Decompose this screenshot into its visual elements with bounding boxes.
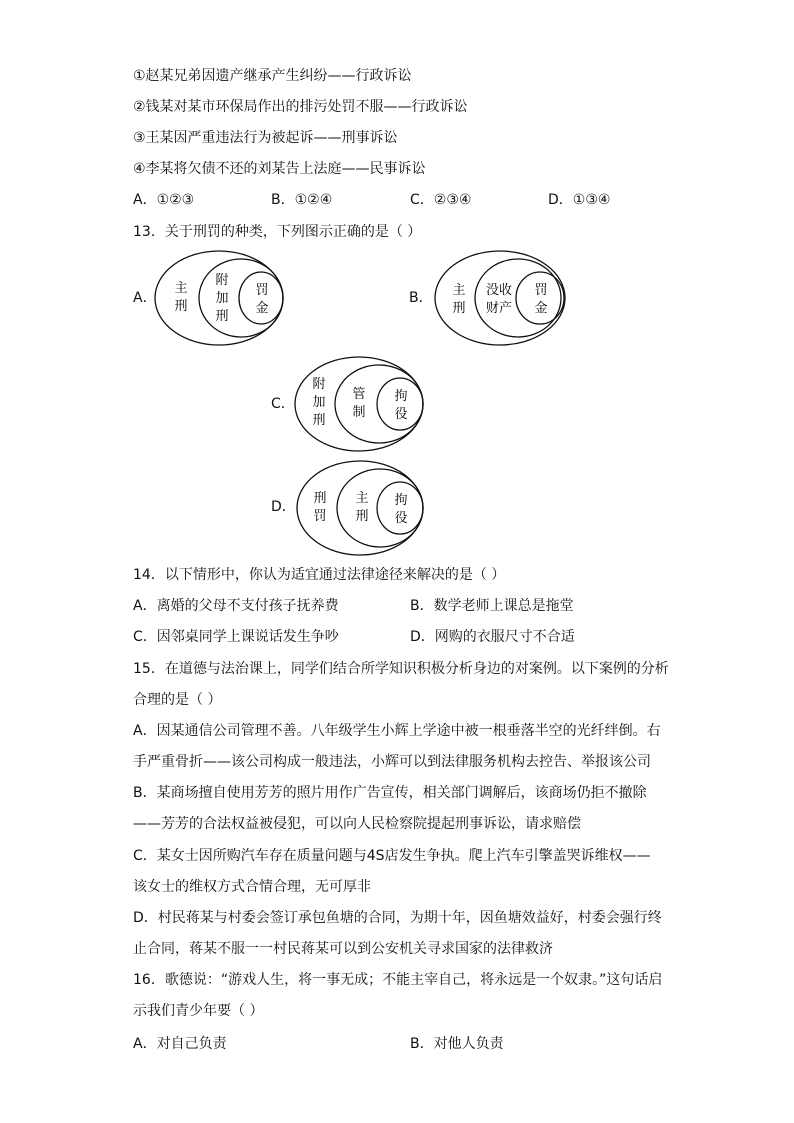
q15-option-a-line-2[interactable]: 手严重骨折——该公司构成一般违法，小辉可以到法律服务机构去控告、举报该公司 — [133, 754, 651, 770]
q15-option-b-line-2[interactable]: ——芳芳的合法权益被侵犯，可以向人民检察院提起刑事诉讼，请求赔偿 — [133, 816, 581, 832]
inner-char-1: 罚 — [534, 283, 548, 298]
middle-text-2: 财产 — [485, 301, 513, 316]
q12-item-3: ③王某因严重违法行为被起诉——刑事诉讼 — [133, 130, 398, 146]
outer-char-3: 刑 — [312, 413, 326, 428]
q13-diagram-d[interactable] — [294, 458, 426, 558]
q15-option-d-line-2[interactable]: 止合同，蒋某不服一一村民蒋某可以到公安机关寻求国家的法律救济 — [133, 941, 553, 957]
q14-option-b[interactable]: B．数学老师上课总是拖堂 — [410, 598, 574, 614]
q16-option-a[interactable]: A．对自己负责 — [133, 1036, 227, 1052]
inner-char-1: 罚 — [255, 283, 269, 298]
q14-stem: 14．以下情形中，你认为适宜通过法律途径来解决的是（ ） — [133, 567, 506, 583]
outer-char-2: 加 — [312, 395, 326, 410]
outer-circle — [435, 251, 565, 345]
q12-item-1: ①赵某兄弟因遗产继承产生纠纷——行政诉讼 — [133, 68, 412, 84]
inner-circle — [377, 378, 423, 430]
outer-char-1: 主 — [174, 281, 188, 296]
q13-option-c-label[interactable]: C． — [271, 396, 295, 412]
q12-item-2: ②钱某对某市环保局作出的排污处罚不服——行政诉讼 — [133, 99, 468, 115]
middle-char-2: 加 — [215, 291, 229, 306]
q16-stem-line-2: 示我们青少年要（ ） — [133, 1003, 264, 1019]
q13-diagram-c[interactable] — [292, 354, 426, 454]
outer-char-1: 主 — [452, 283, 466, 298]
inner-circle — [239, 272, 283, 324]
inner-char-2: 役 — [394, 407, 408, 422]
outer-char-1: 刑 — [313, 491, 327, 506]
q12-option-b[interactable]: B．①②④ — [271, 192, 333, 208]
q16-option-b[interactable]: B．对他人负责 — [410, 1036, 504, 1052]
inner-circle — [377, 482, 423, 534]
inner-char-1: 拘 — [394, 389, 408, 404]
q16-stem-line-1: 16．歌德说：“游戏人生，将一事无成；不能主宰自己，将永远是一个奴隶。”这句话启 — [133, 972, 663, 988]
middle-char-1: 附 — [215, 273, 229, 288]
q15-option-b-line-1[interactable]: B．某商场擅自使用芳芳的照片用作广告宣传，相关部门调解后，该商场仍拒不撤除 — [133, 785, 647, 801]
q14-option-d[interactable]: D．网购的衣服尺寸不合适 — [410, 629, 575, 645]
middle-circle — [337, 469, 423, 547]
outer-char-2: 罚 — [313, 509, 327, 524]
outer-char-2: 刑 — [452, 301, 466, 316]
middle-circle — [335, 365, 423, 443]
inner-char-2: 役 — [394, 511, 408, 526]
q14-option-a[interactable]: A．离婚的父母不支付孩子抚养费 — [133, 598, 339, 614]
outer-char-2: 刑 — [174, 299, 188, 314]
q12-item-4: ④李某将欠债不还的刘某告上法庭——民事诉讼 — [133, 161, 426, 177]
q13-diagram-b[interactable] — [432, 248, 568, 348]
middle-char-3: 刑 — [215, 309, 229, 324]
middle-circle — [475, 259, 561, 337]
q15-stem-line-1: 15．在道德与法治课上，同学们结合所学知识积极分析身边的对案例。以下案例的分析 — [133, 661, 669, 677]
q12-option-c[interactable]: C．②③④ — [410, 192, 472, 208]
middle-char-2: 刑 — [355, 509, 369, 524]
q12-option-d[interactable]: D．①③④ — [548, 192, 611, 208]
middle-char-2: 制 — [352, 405, 366, 420]
inner-circle — [516, 272, 564, 324]
middle-char-1: 主 — [355, 491, 369, 506]
q13-diagram-a[interactable] — [152, 248, 286, 348]
inner-char-1: 拘 — [394, 493, 408, 508]
outer-char-1: 附 — [312, 377, 326, 392]
middle-text-1: 没收 — [485, 283, 513, 298]
q15-option-d-line-1[interactable]: D．村民蒋某与村委会签订承包鱼塘的合同，为期十年，因鱼塘效益好，村委会强行终 — [133, 910, 662, 926]
q14-option-c[interactable]: C．因邻桌同学上课说话发生争吵 — [133, 629, 339, 645]
q13-stem: 13．关于刑罚的种类，下列图示正确的是（ ） — [133, 224, 422, 240]
q13-option-b-label[interactable]: B． — [409, 290, 433, 306]
middle-circle — [199, 259, 283, 337]
inner-char-2: 金 — [255, 301, 269, 316]
q15-option-c-line-1[interactable]: C．某女士因所购汽车存在质量问题与4S店发生争执。爬上汽车引擎盖哭诉维权—— — [133, 848, 651, 864]
q12-option-a[interactable]: A．①②③ — [133, 192, 195, 208]
q15-option-a-line-1[interactable]: A．因某通信公司管理不善。八年级学生小辉上学途中被一根垂落半空的光纤绊倒。右 — [133, 723, 661, 739]
inner-char-2: 金 — [534, 301, 548, 316]
middle-char-1: 管 — [352, 387, 366, 402]
q13-option-d-label[interactable]: D． — [271, 499, 296, 515]
q13-option-a-label[interactable]: A． — [133, 290, 157, 306]
q15-stem-line-2: 合理的是（ ） — [133, 692, 222, 708]
q15-option-c-line-2[interactable]: 该女士的维权方式合情合理，无可厚非 — [133, 879, 371, 895]
